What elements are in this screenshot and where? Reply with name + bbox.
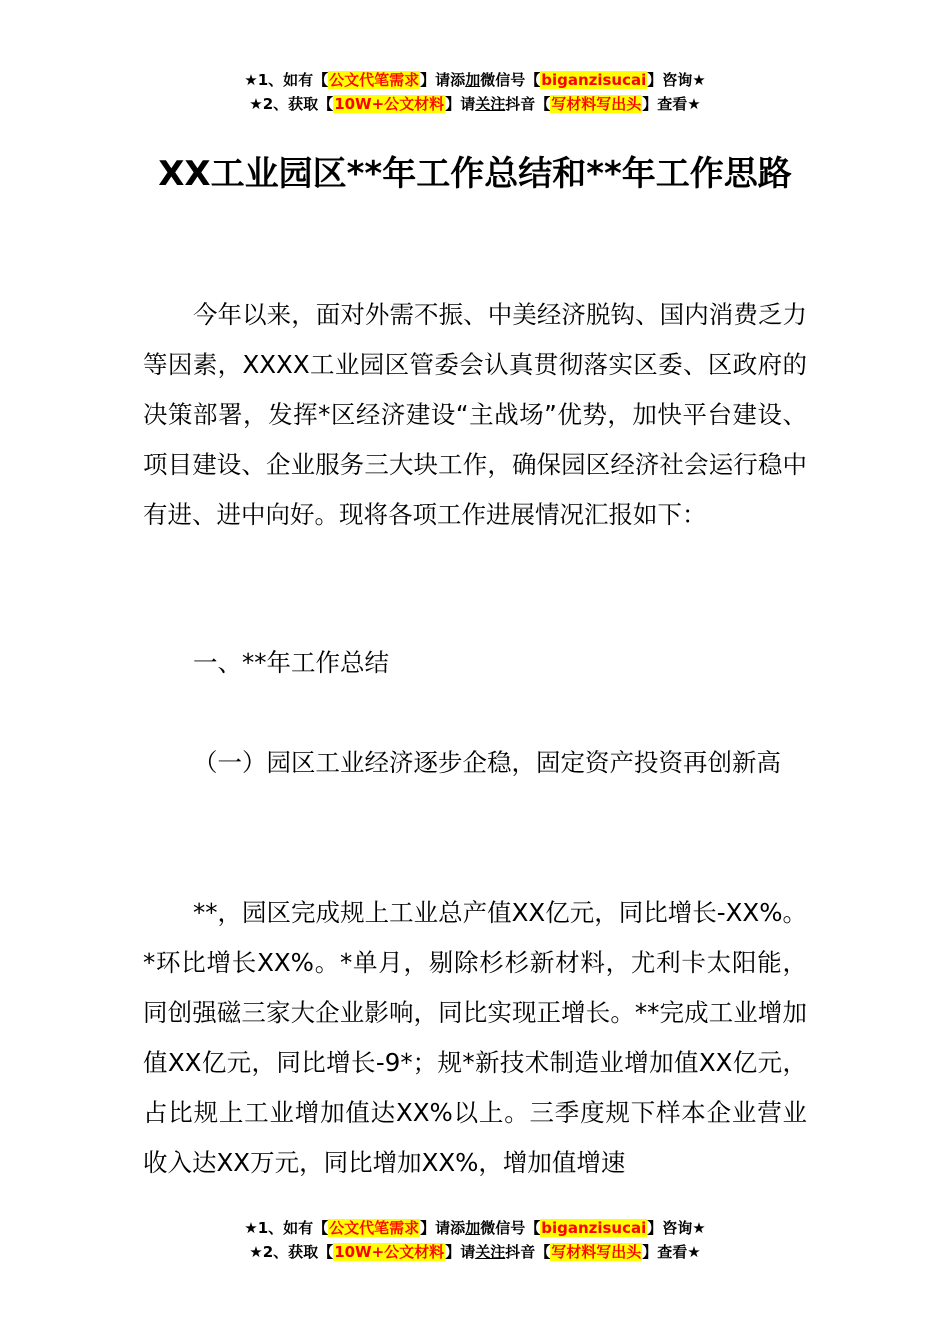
section-heading: 一、**年工作总结 xyxy=(193,648,389,677)
footer-banner xyxy=(0,1216,950,1264)
header-banner xyxy=(0,68,950,116)
banner-text: 关注 xyxy=(475,95,506,113)
highlight-service: 公文代笔需求 xyxy=(329,1219,420,1237)
subsection-heading: （一）园区工业经济逐步企稳，固定资产投资再创新高 xyxy=(193,748,781,777)
highlight-douyin-id: 写材料写出头 xyxy=(551,95,642,113)
banner-text: 微信号【 xyxy=(480,1219,541,1237)
banner-line-2 xyxy=(0,92,950,116)
highlight-wechat-id: biganzisucai xyxy=(541,1219,647,1237)
highlight-materials: 10W+公文材料 xyxy=(334,1243,445,1261)
banner-text: 】请 xyxy=(445,1243,476,1261)
banner-text: 关注 xyxy=(475,1243,506,1261)
banner-line-1 xyxy=(0,1216,950,1240)
banner-text: 加 xyxy=(465,71,481,89)
intro-paragraph: 今年以来，面对外需不振、中美经济脱钩、国内消费乏力等因素，XXXX工业园区管委会认真贯彻落实区委、区政府的决策部署，发挥*区经济建设“主战场”优势，加快平台建设、项目建设、企业服务三大块工作，确保园区经济社会运行稳中有进、进中向好。现将各项工作进展情况汇报如下： xyxy=(143,300,807,529)
banner-text: 】查看★ xyxy=(642,1243,701,1261)
highlight-service: 公文代笔需求 xyxy=(329,71,420,89)
banner-text: 抖音【 xyxy=(505,95,551,113)
banner-text: 加 xyxy=(465,1219,481,1237)
banner-text: 】咨询★ xyxy=(647,1219,706,1237)
body-paragraph: **，园区完成规上工业总产值XX亿元，同比增长-XX%。*环比增长XX%。*单月，剔除杉杉新材料，尤利卡太阳能，同创强磁三家大企业影响，同比实现正增长。**完成工业增加值XX亿元，同比增长-9*；规*新技术制造业增加值XX亿元，占比规上工业增加值达XX%以上。三季度规下样本企业营业收入达XX万元，同比增加XX%，增加值增速 xyxy=(143,898,807,1177)
banner-line-1 xyxy=(0,68,950,92)
banner-text: 】请 xyxy=(445,95,476,113)
banner-text: ★1、如有【 xyxy=(244,1219,329,1237)
banner-line-2 xyxy=(0,1240,950,1264)
banner-text: 】请添 xyxy=(420,71,466,89)
highlight-wechat-id: biganzisucai xyxy=(541,71,647,89)
banner-text: 】咨询★ xyxy=(647,71,706,89)
banner-text: 】请添 xyxy=(420,1219,466,1237)
banner-text: ★1、如有【 xyxy=(244,71,329,89)
highlight-douyin-id: 写材料写出头 xyxy=(551,1243,642,1261)
highlight-materials: 10W+公文材料 xyxy=(334,95,445,113)
banner-text: ★2、获取【 xyxy=(249,95,334,113)
banner-text: ★2、获取【 xyxy=(249,1243,334,1261)
page-title: XX工业园区**年工作总结和**年工作思路 xyxy=(158,154,792,194)
banner-text: 微信号【 xyxy=(480,71,541,89)
banner-text: 抖音【 xyxy=(505,1243,551,1261)
banner-text: 】查看★ xyxy=(642,95,701,113)
